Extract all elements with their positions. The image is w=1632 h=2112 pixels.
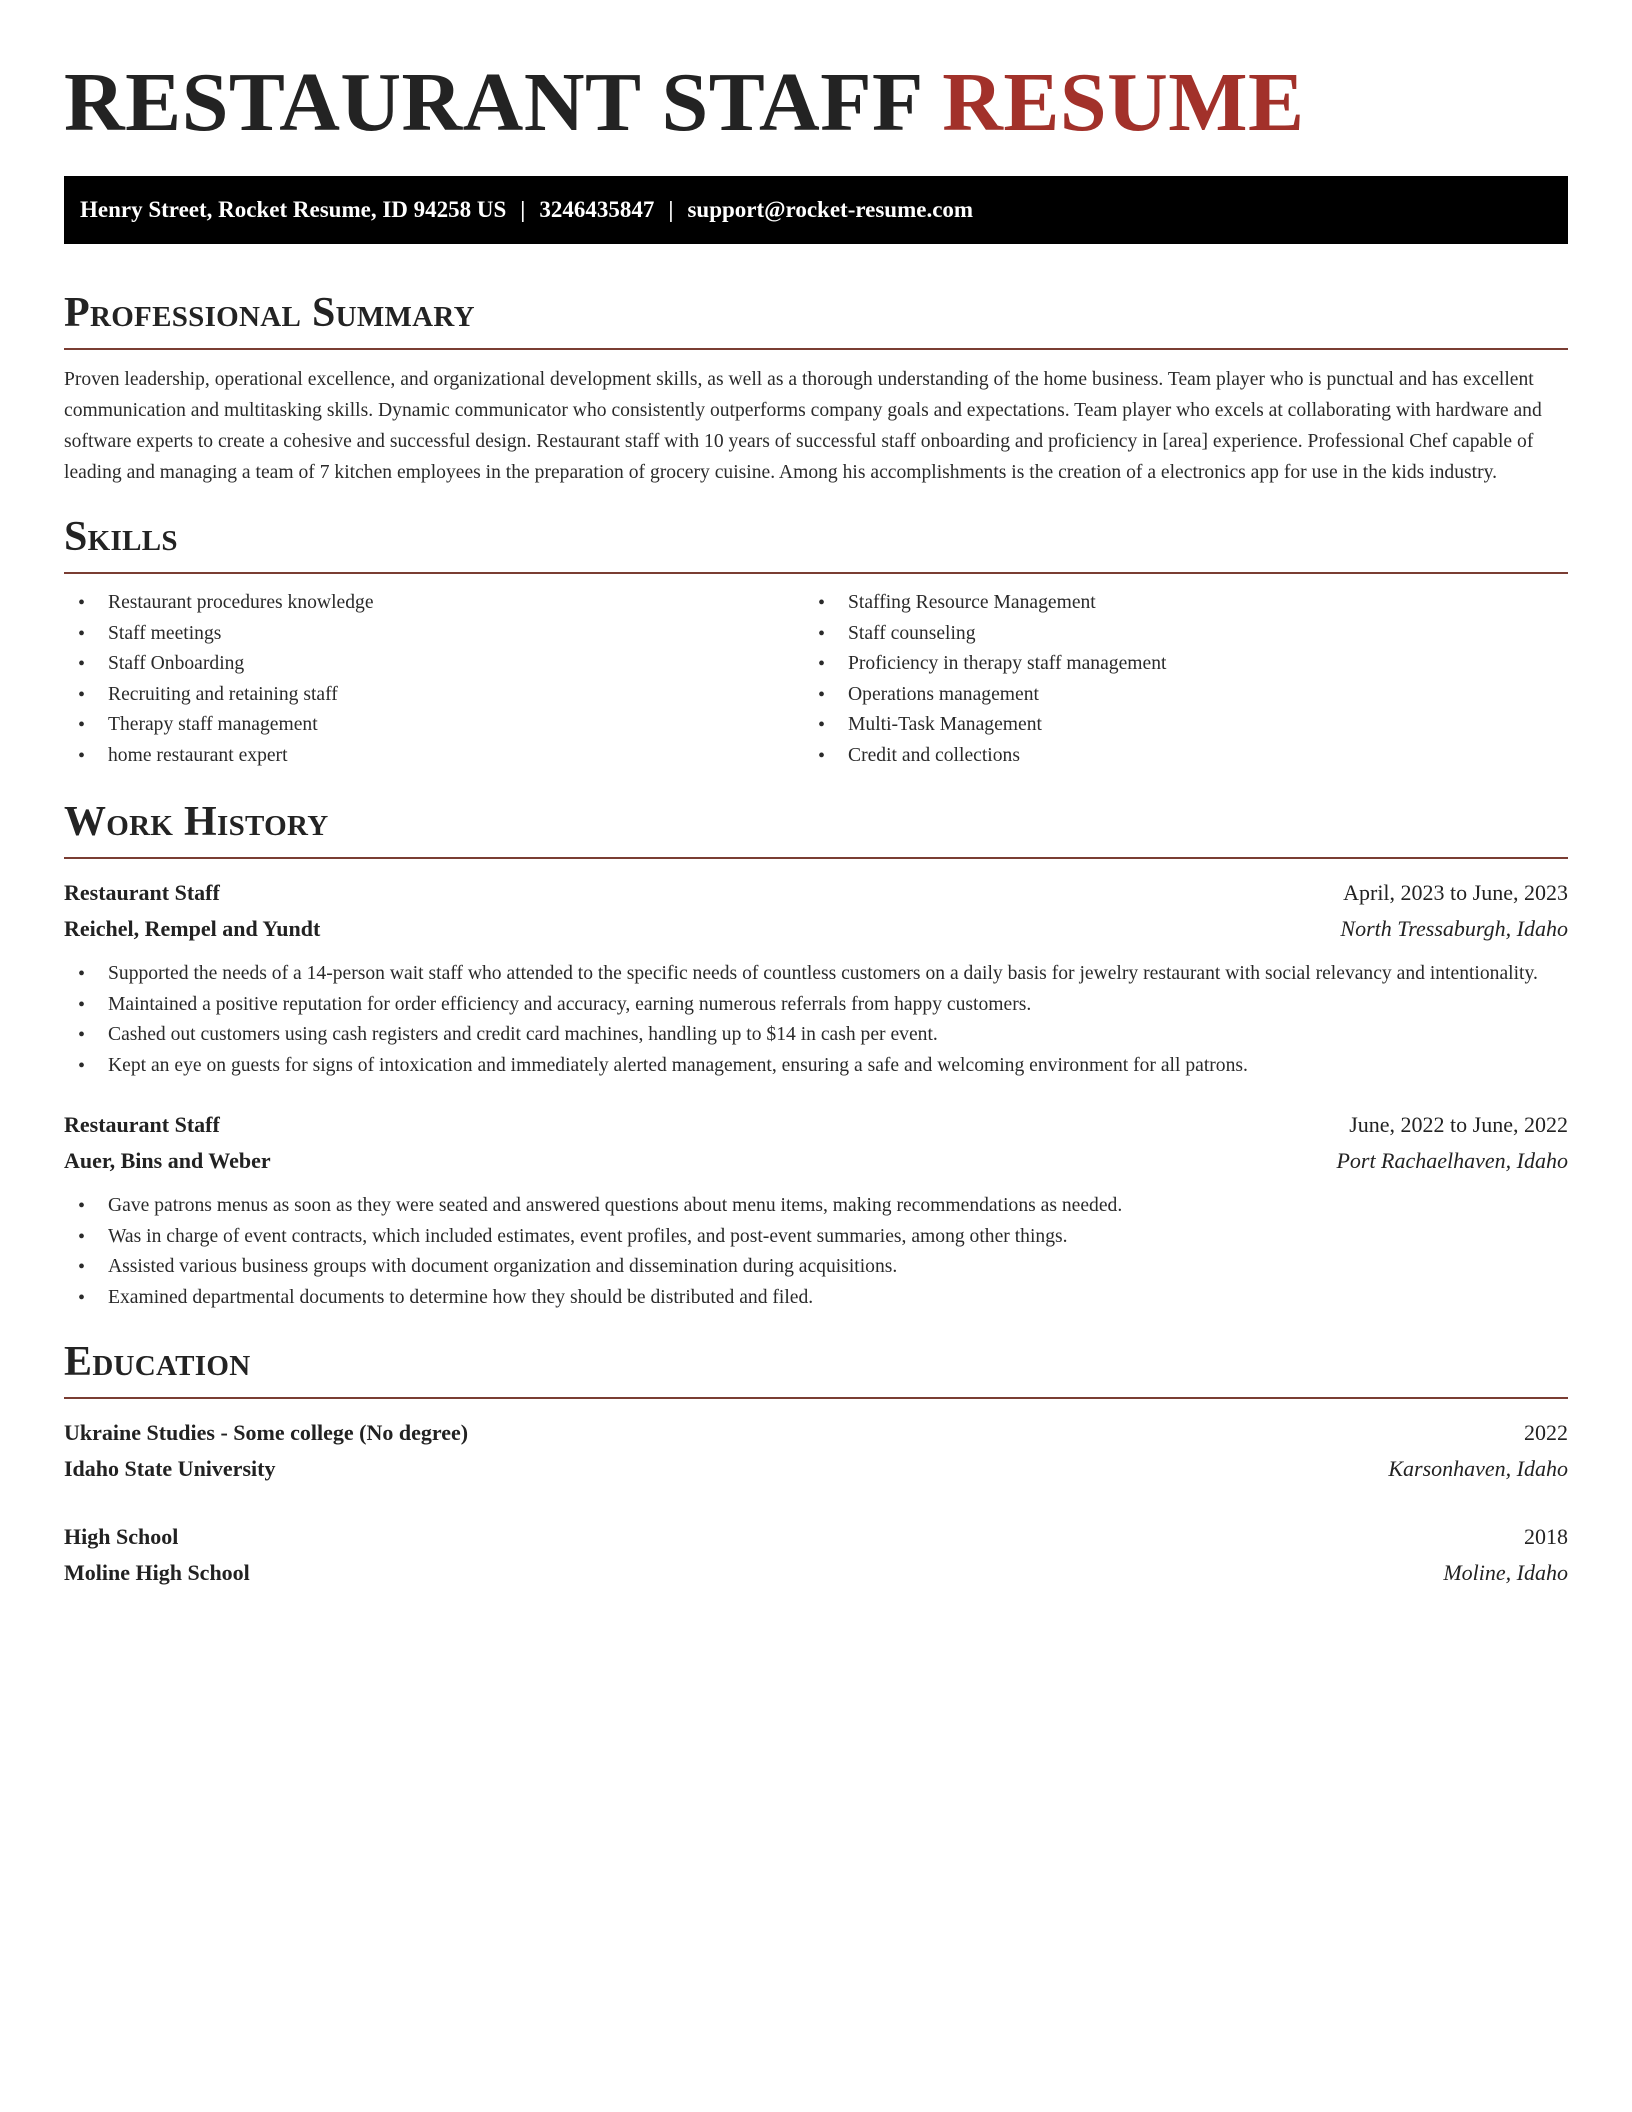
education-location: Karsonhaven, Idaho: [1388, 1456, 1568, 1481]
skill-item: • home restaurant expert: [64, 741, 804, 772]
contact-phone: 3246435847: [539, 197, 655, 222]
education-degree: High School: [64, 1524, 179, 1549]
skill-item: • Operations management: [804, 680, 1544, 711]
contact-address: Henry Street, Rocket Resume, ID 94258 US: [80, 197, 507, 222]
resume-title: [64, 56, 1568, 150]
job-bullets: [64, 1191, 1568, 1313]
job-bullet: • Was in charge of event contracts, which included estimates, event profiles, and post-event summaries, among other things.: [64, 1222, 1568, 1253]
job-bullet: • Kept an eye on guests for signs of intoxication and immediately alerted management, ensuring a safe and welcoming environment for all patrons.: [64, 1051, 1568, 1082]
education-school: Idaho State University: [64, 1456, 276, 1481]
title-part-1: RESTAURANT STAFF: [64, 56, 921, 149]
job-location: Port Rachaelhaven, Idaho: [1336, 1148, 1568, 1173]
skill-item: • Proficiency in therapy staff management: [804, 649, 1544, 680]
job-entry: [64, 1107, 1568, 1313]
contact-separator: |: [668, 197, 674, 222]
summary-heading: Professional Summary: [64, 288, 1568, 350]
education-school-row: [64, 1555, 1568, 1591]
contact-bar: [64, 176, 1568, 244]
education-degree: Ukraine Studies - Some college (No degree): [64, 1420, 469, 1445]
skill-item: • Restaurant procedures knowledge: [64, 588, 804, 619]
education-degree-row: [64, 1519, 1568, 1555]
education-degree-row: [64, 1415, 1568, 1451]
job-company: Auer, Bins and Weber: [64, 1148, 271, 1173]
skill-item: • Staff meetings: [64, 619, 804, 650]
job-bullets: [64, 959, 1568, 1081]
contact-separator: |: [520, 197, 526, 222]
job-bullet: • Cashed out customers using cash registers and credit card machines, handling up to $14 in cash per event.: [64, 1020, 1568, 1051]
job-header-row: [64, 1107, 1568, 1143]
skills-column-right: [804, 588, 1544, 771]
job-bullet: • Maintained a positive reputation for order efficiency and accuracy, earning numerous referrals from happy customers.: [64, 990, 1568, 1021]
job-dates: June, 2022 to June, 2022: [1349, 1112, 1568, 1137]
title-part-2: RESUME: [942, 56, 1305, 149]
skills-heading: Skills: [64, 512, 1568, 574]
education-entry: [64, 1519, 1568, 1591]
skill-item: • Staff counseling: [804, 619, 1544, 650]
summary-text: Proven leadership, operational excellence, and organizational development skills, as well as a thorough understanding of the home business. Team player who is punctual and has excellent communication and multitasking skills. Dynamic communicator who consistently outperforms company goals and expectations. Team player who excels at collaborating with hardware and software experts to create a cohesive and successful design. Restaurant staff with 10 years of successful staff onboarding and proficiency in [area] experience. Professional Chef capable of leading and managing a team of 7 kitchen employees in the preparation of grocery cuisine. Among his accomplishments is the creation of a electronics app for use in the kids industry.: [64, 369, 1542, 483]
job-dates: April, 2023 to June, 2023: [1343, 880, 1568, 905]
job-entry: [64, 875, 1568, 1081]
contact-email: support@rocket-resume.com: [687, 197, 974, 222]
job-location: North Tressaburgh, Idaho: [1340, 916, 1568, 941]
skill-item: • Therapy staff management: [64, 710, 804, 741]
job-company-row: [64, 911, 1568, 947]
skill-item: • Staffing Resource Management: [804, 588, 1544, 619]
skill-item: • Credit and collections: [804, 741, 1544, 772]
job-title: Restaurant Staff: [64, 880, 220, 905]
education-year: 2018: [1524, 1524, 1568, 1549]
job-bullet: • Gave patrons menus as soon as they were seated and answered questions about menu items, making recommendations as needed.: [64, 1191, 1568, 1222]
job-company: Reichel, Rempel and Yundt: [64, 916, 321, 941]
education-entry: [64, 1415, 1568, 1487]
skill-item: • Staff Onboarding: [64, 649, 804, 680]
skill-item: • Multi-Task Management: [804, 710, 1544, 741]
job-header-row: [64, 875, 1568, 911]
education-year: 2022: [1524, 1420, 1568, 1445]
job-bullet: • Supported the needs of a 14-person wait staff who attended to the specific needs of countless customers on a daily basis for jewelry restaurant with social relevancy and intentionality.: [64, 959, 1568, 990]
skills-column-left: [64, 588, 804, 771]
education-heading: Education: [64, 1337, 1568, 1399]
education-school: Moline High School: [64, 1560, 250, 1585]
skill-item: • Recruiting and retaining staff: [64, 680, 804, 711]
work-history-heading: Work History: [64, 797, 1568, 859]
job-title: Restaurant Staff: [64, 1112, 220, 1137]
skills-grid: [64, 588, 1568, 771]
job-bullet: • Examined departmental documents to determine how they should be distributed and filed.: [64, 1283, 1568, 1314]
resume-page: [64, 0, 1568, 1591]
job-bullet: • Assisted various business groups with document organization and dissemination during acquisitions.: [64, 1252, 1568, 1283]
job-company-row: [64, 1143, 1568, 1179]
education-school-row: [64, 1451, 1568, 1487]
education-location: Moline, Idaho: [1443, 1560, 1568, 1585]
